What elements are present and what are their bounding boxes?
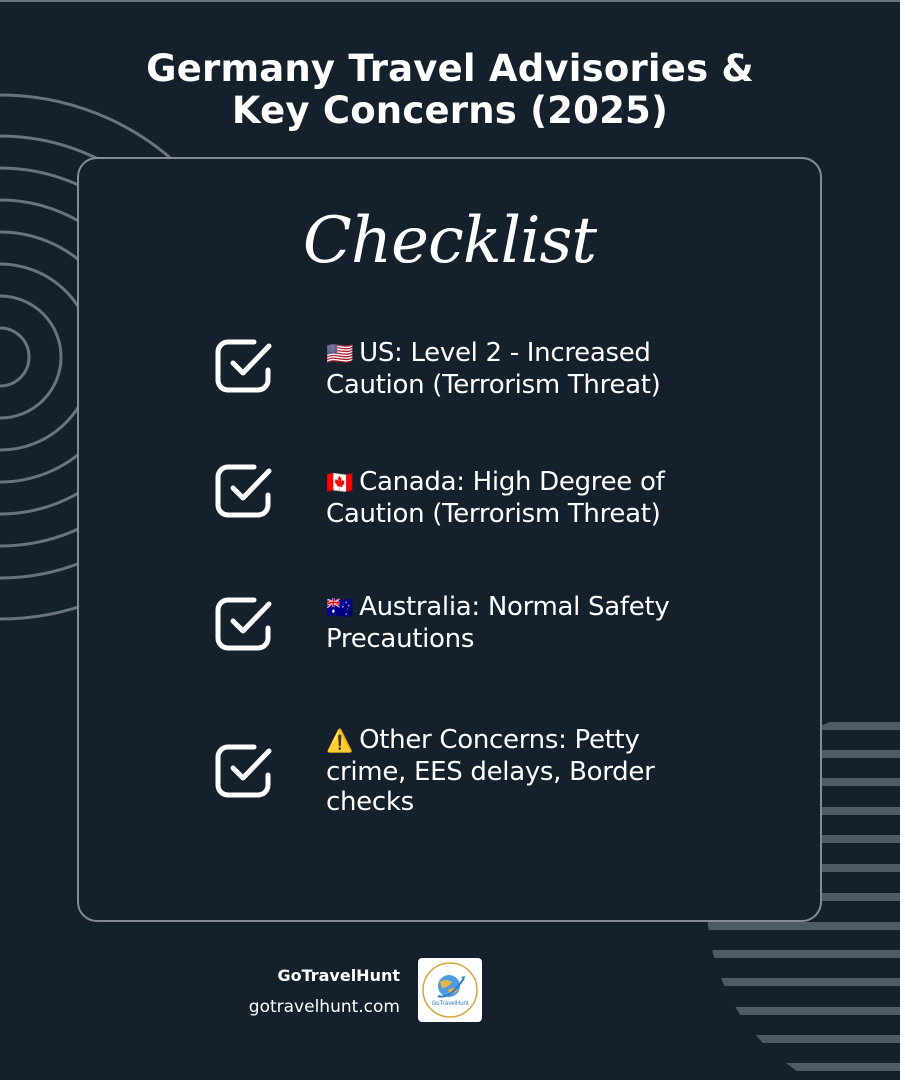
checklist-item-australia (214, 594, 754, 704)
top-border (0, 0, 900, 2)
checklist-item-text: 🇦🇺 Australia: Normal Safety Precautions (326, 592, 670, 654)
logo-text: GoTravelHunt (431, 1001, 469, 1007)
checklist-title: Checklist (302, 204, 597, 278)
checklist-item-text: 🇺🇸 US: Level 2 - Increased Caution (Terrorism Threat) (326, 338, 661, 400)
brand-logo (418, 958, 482, 1022)
checklist-card (77, 157, 822, 922)
checklist-item-other-concerns (214, 725, 754, 851)
page-title (0, 48, 900, 132)
checkbox-checked-icon (214, 594, 274, 654)
globe-logo-icon (418, 958, 482, 1022)
checklist-item-text: 🇨🇦 Canada: High Degree of Caution (Terrorism Threat) (326, 467, 665, 529)
canada-flag-icon: 🇨🇦 (326, 471, 354, 496)
checkbox-checked-icon (214, 336, 274, 396)
warning-icon: ⚠️ (326, 729, 354, 754)
australia-flag-icon: 🇦🇺 (326, 596, 354, 621)
page-title-line-1: Germany Travel Advisories & (146, 47, 754, 90)
checkbox-checked-icon (214, 741, 274, 801)
brand-url-link[interactable]: gotravelhunt.com (248, 997, 400, 1017)
checklist-item-canada (214, 461, 754, 571)
brand-name: GoTravelHunt (277, 966, 400, 985)
page-title-line-2: Key Concerns (2025) (231, 89, 669, 132)
checklist-item-text: ⚠️ Other Concerns: Petty crime, EES delays, Border checks (326, 725, 655, 817)
checklist-item-us (214, 336, 754, 446)
checkbox-checked-icon (214, 461, 274, 521)
us-flag-icon: 🇺🇸 (326, 342, 354, 367)
